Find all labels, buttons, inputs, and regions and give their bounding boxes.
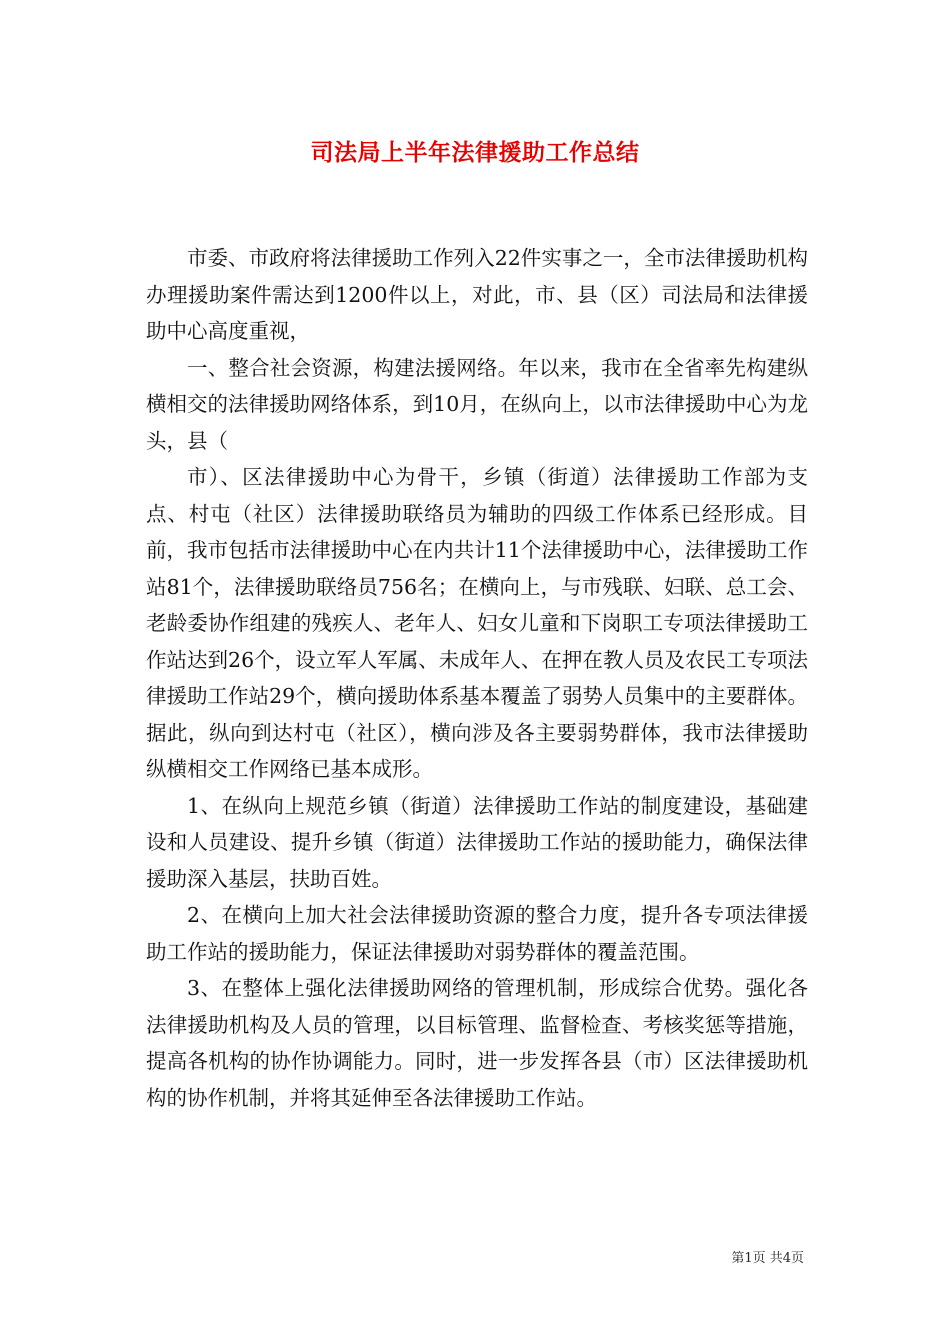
paragraph-item-1: 1、在纵向上规范乡镇（街道）法律援助工作站的制度建设，基础建设和人员建设、提升乡镇（街道）法律援助工作站的援助能力，确保法律援助深入基层，扶助百姓。 <box>146 793 808 891</box>
paragraph-item-3: 3、在整体上强化法律援助网络的管理机制，形成综合优势。强化各法律援助机构及人员的管理，以目标管理、监督检查、考核奖惩等措施，提高各机构的协作协调能力。同时，进一步发挥各县（市）区法律援助机构的协作机制，并将其延伸至各法律援助工作站。 <box>146 976 808 1110</box>
paragraph-intro: 市委、市政府将法律援助工作列入22件实事之一，全市法律援助机构办理援助案件需达到1200件以上，对此，市、县（区）司法局和法律援助中心高度重视， <box>146 246 808 343</box>
document-title: 司法局上半年法律援助工作总结 <box>310 139 640 166</box>
paragraph-item-2: 2、在横向上加大社会法律援助资源的整合力度，提升各专项法律援助工作站的援助能力，保证法律援助对弱势群体的覆盖范围。 <box>146 903 808 964</box>
document-body <box>146 240 808 1116</box>
page-number-footer: 第1页 共4页 <box>731 1251 804 1266</box>
paragraph-network-overview: 市）、区法律援助中心为骨干，乡镇（街道）法律援助工作部为支点、村屯（社区）法律援助联络员为辅助的四级工作体系已经形成。目前，我市包括市法律援助中心在内共计11个法律援助中心，法律援助工作站81个，法律援助联络员756名；在横向上，与市残联、妇联、总工会、老龄委协作组建的残疾人、老年人、妇女儿童和下岗职工专项法律援助工作站达到26个，设立军人军属、未成年人、在押在教人员及农民工专项法律援助工作站29个，横向援助体系基本覆盖了弱势人员集中的主要群体。据此，纵向到达村屯（社区），横向涉及各主要弱势群体，我市法律援助纵横相交工作网络已基本成形。 <box>146 465 808 781</box>
paragraph-section-one: 一、整合社会资源，构建法援网络。年以来，我市在全省率先构建纵横相交的法律援助网络体系，到10月，在纵向上，以市法律援助中心为龙头，县（ <box>146 355 808 453</box>
